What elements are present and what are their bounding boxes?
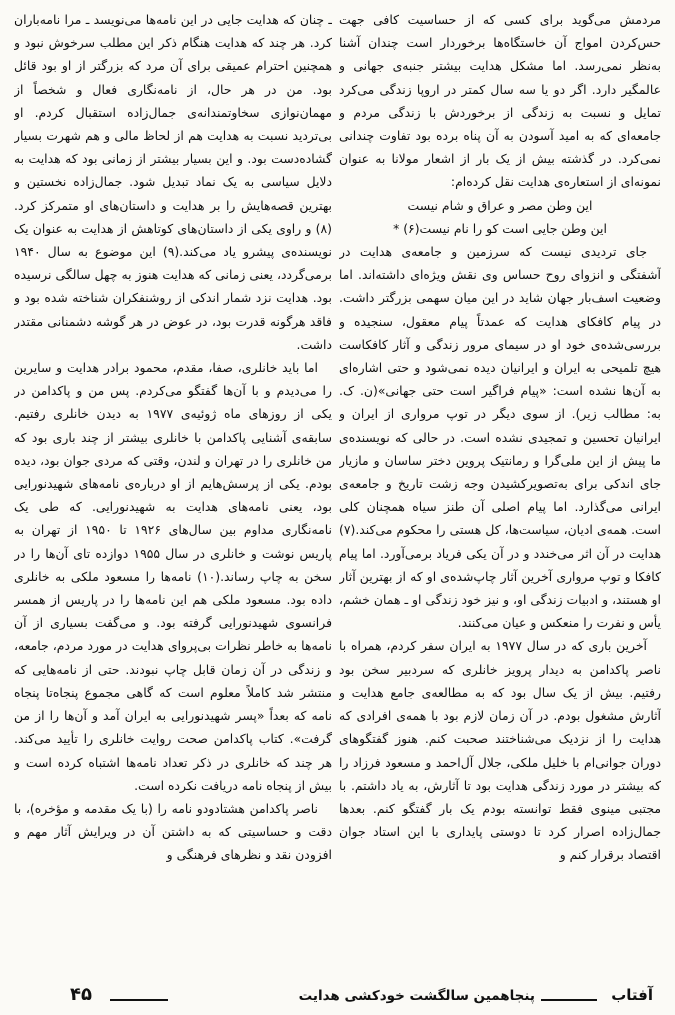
- right-column: [339, 8, 661, 978]
- paragraph: اما باید خانلری، صفا، مقدم، محمود برادر هدایت و سایرین را می‌دیدم و با آن‌ها گفتگو می‌کردم. پس من و پاکدامن در یکی از روزهای ماه ژوئیه‌ی ۱۹۷۷ به دیدن خانلری رفتیم. سابقه‌ی آشنایی پاکدامن با خانلری بیشتر از چند باری بود که من خانلری را در تهران و لندن، وقتی که مردی جوان بود، دیده بودم. یکی از پرسش‌هایم از او درباره‌ی نامه‌های شهیدنورایی بود، یعنی نامه‌های هدایت به شهیدنورایی. که طی یک نامه‌نگاری مداوم بین سال‌های ۱۹۲۶ تا ۱۹۵۰ از تهران به پاریس نوشت و خانلری در سال ۱۹۵۵ دوازده تای آن‌ها را در سخن به چاپ رساند.(۱۰) نامه‌ها را مسعود ملکی به خانلری داده بود. مسعود ملکی هم این نامه‌ها را در پاریس از همسر فرانسوی شهیدنورایی گرفته بود. و می‌گفت بسیاری از آن نامه‌ها به خاطر نظرات بی‌پروای هدایت در مورد مردم، جامعه، و زندگی در آن زمان قابل چاپ نبودند. حتی از نامه‌هایی که منتشر شد کاملاً معلوم است که گاهی مجموع پنجاه‌تا پنجاه نامه که بعداً «پسر شهیدنورایی به ایران آمد و آن‌ها را از من گرفت». کتاب پاکدامن صحت روایت خانلری را تأیید می‌کند. هر چند که خانلری در ذکر تعداد نامه‌ها اشتباه کرده است و بیش از پنجاه نامه دریافت نکرده است.: [14, 360, 332, 793]
- left-column: [14, 8, 332, 978]
- paragraph: جای تردیدی نیست که سرزمین و جامعه‌ی هدایت در آشفتگی و انزوای روح حساس وی نقش ویژه‌ای داشته‌اند. اما وضعیت اسف‌بار جهان شاید در این میان سهمی بزرگتر داشت. در پیام کافکای هدایت که عمدتاً پیام معقول، سنجیده و بررسی‌شده‌ی خود او در سیمای مرور زندگی و آثار کافکاست هیچ تلمیحی به ایران و ایرانیان دیده نمی‌شود و حتی اشاره‌ای به آن‌ها نشده است: «پیام فراگیر است حتی جهانی»(ن. ک. به: مطالب زیر). از سوی دیگر در توپ مرواری از ایران و ایرانیان تحسین و تمجیدی نشده است. در حالی که نویسنده‌ی ما پیش از این ملی‌گرا و رمانتیک پروین دختر ساسان و مازیار جای اندکی برای به‌تصویرکشیدن وجه زشت تاریخ و جامعه‌ی ایرانی می‌گذارد. اما پیام اصلی آن طنز سیاه همچنان کلی است. همه‌ی ادیان، سیاست‌ها، کل هستی را محکوم می‌کند.(۷) هدایت در آن اثر می‌خندد و در آن یکی فریاد برمی‌آورد. اما پیام کافکا و توپ مرواری آخرین آثار چاپ‌شده‌ی او که از بهترین آثار او هستند، و ادبیات زندگی او، و نیز خود زندگی او ـ همان خشم، یأس و نفرت را منعکس و عیان می‌کنند.: [339, 244, 661, 631]
- paragraph: ناصر پاکدامن هشتاد‌ودو نامه را (با یک مقدمه و مؤخره)، با دقت و حساسیتی که به داشتن آن در ویرایش آثار مهم و افزودن نقد و نظرهای فرهنگی و: [14, 800, 332, 863]
- paragraph: ـ چنان که هدایت جایی در این نامه‌ها می‌نویسد ـ مرا نامه‌باران کرد. هر چند که هدایت هنگام ذکر این مطلب سرخوش نبود و همچنین احترام عمیقی برای آن مرد که بزرگتر از او بود قائل بود. من در هر حال، از نامه‌نگاری فعال و شخصاً از مهمان‌نوازی سخاوتمندانه‌ی جمال‌زاده استقبال کردم. او بی‌تردید نسبت به هدایت هم از لحاظ مالی و هم شهرت بسیار گشاده‌دست بود. و این بسیار بیشتر از زمانی بود که هدایت به دلایل سیاسی به یک نماد تبدیل شود. جمال‌زاده نخستین و بهترین قصه‌هایش را بر هدایت و داستان‌های او متمرکز کرد.(۸) و راوی یکی از داستان‌های کوتاهش از هدایت به عنوان یک نویسنده‌ی پیشرو یاد می‌کند.(۹) این موضوع به سال ۱۹۴۰ برمی‌گردد، یعنی زمانی که هدایت هنوز به چهل سالگی نرسیده بود. هدایت نزد شمار اندکی از روشنفکران شناخته شده بود و فاقد هرگونه قدرت بود، در عوض در هر گوشه دشمنانی مقتدر داشت.: [14, 12, 332, 352]
- footer-rule: [110, 999, 168, 1001]
- paragraph: آخرین باری که در سال ۱۹۷۷ به ایران سفر کردم، همراه با ناصر پاکدامن به دیدار پرویز خانلری که سردبیر سخن بود رفتیم. بیش از یک سال بود که به مطالعه‌ی جامع هدایت و آثارش مشغول بودم. در آن زمان لازم بود با همه‌ی افرادی که هدایت را از نزدیک می‌شناختند صحبت کنم. هنوز گفتگوهای دوران جوانی‌ام با خلیل ملکی، جلال آل‌احمد و مسعود فرزاد را که بیشتر در مورد زندگی هدایت بود تا آثارش، به یاد داشتم. با مجتبی مینوی فقط توانسته بودم یک بار گفتگو کنم. بعدها جمال‌زاده اصرار کرد تا دوستی پایداری با این استاد جوان اقتصاد برقرار کنم و: [339, 638, 661, 863]
- series-title: پنجاهمین سالگشت خودکشی هدایت: [298, 988, 535, 1004]
- page-footer: [0, 986, 675, 1012]
- page-number: ۴۵: [70, 984, 92, 1005]
- poem-line: این وطن مصر و عراق و شام نیست: [407, 197, 593, 213]
- poem-line: این وطن جایی است کو را نام نیست(۶) *: [393, 220, 607, 236]
- magazine-title: آفتاب: [611, 986, 653, 1004]
- footer-rule: [541, 999, 597, 1001]
- paragraph: مردمش می‌گوید برای کسی که از حساسیت کافی جهت حس‌کردن امواج آن خاستگاه‌ها برخوردار است چندان آشنا به‌نظر نمی‌رسد. اما مشکل هدایت بیشتر جنبه‌ی جهانی و عالمگیر دارد. اگر دو یا سه سال کمتر در اروپا زندگی می‌کرد تمایل و نسبت به زندگی از برخوردش با زندگی مردم و جامعه‌ای که به امید آسودن به آن پناه برده بود تفاوت چندانی نمی‌کرد. در گذشته بیش از یک بار از اشعار مولانا به عنوان نمونه‌ای از استعاره‌ی هدایت نقل کرده‌ام:: [339, 12, 661, 190]
